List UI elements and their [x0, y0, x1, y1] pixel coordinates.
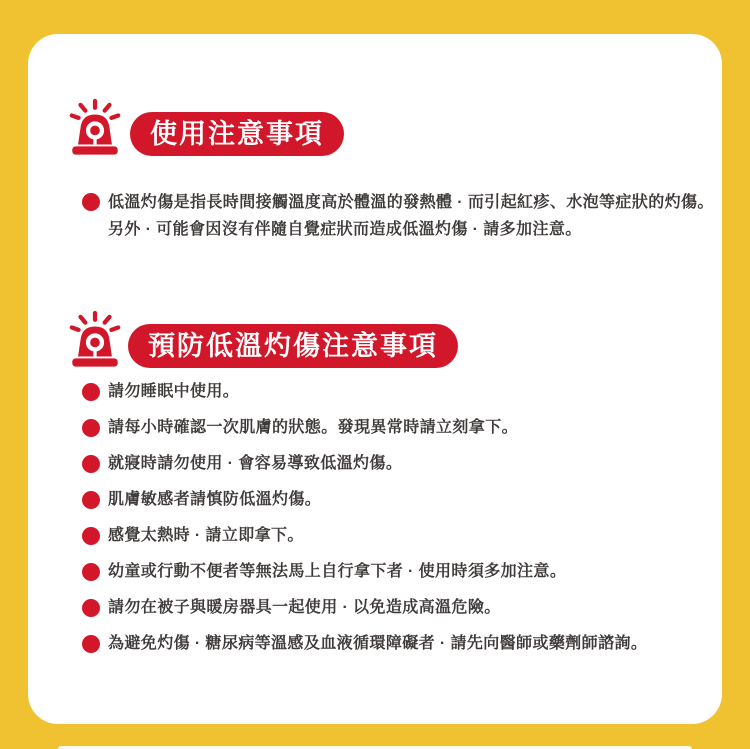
usage-note-line-2: 另外 · 可能會因沒有伴隨自覺症狀而造成低溫灼傷 · 請多加注意。	[108, 221, 582, 238]
list-item	[82, 490, 712, 510]
bullet-dot	[82, 599, 100, 617]
siren-icon	[66, 310, 124, 372]
section-title-prevention	[128, 324, 458, 368]
bullet-dot	[82, 419, 100, 437]
bullet-dot	[82, 383, 100, 401]
prevention-notice-list	[82, 382, 712, 670]
bullet-dot	[82, 193, 100, 211]
bullet-dot	[82, 635, 100, 653]
bullet-dot	[82, 491, 100, 509]
list-item	[82, 634, 712, 654]
list-item-text: 為避免灼傷 · 糖尿病等溫感及血液循環障礙者 · 請先向醫師或藥劑師諮詢。	[108, 635, 648, 652]
list-item-text: 肌膚敏感者請慎防低溫灼傷。	[108, 491, 322, 508]
list-item-text: 就寢時請勿使用 · 會容易導致低溫灼傷。	[108, 455, 403, 472]
list-item	[82, 418, 712, 438]
list-item	[82, 526, 712, 546]
usage-note-line-1: 低溫灼傷是指長時間接觸溫度高於體溫的發熱體 · 而引起紅疹、水泡等症狀的灼傷。	[108, 194, 714, 211]
list-item-text: 請每小時確認一次肌膚的狀態。發現異常時請立刻拿下。	[108, 419, 519, 436]
section-title-label: 使用注意事項	[150, 119, 324, 149]
list-item-text: 感覺太熱時 · 請立即拿下。	[108, 527, 304, 544]
siren-icon	[66, 98, 124, 160]
list-item-text: 請勿睡眠中使用。	[108, 383, 240, 400]
section-title-usage	[130, 112, 344, 156]
list-item-text: 請勿在被子與暖房器具一起使用 · 以免造成高溫危險。	[108, 599, 501, 616]
list-item	[82, 382, 712, 402]
list-item-text: 幼童或行動不便者等無法馬上自行拿下者 · 使用時須多加注意。	[108, 563, 567, 580]
list-item	[82, 598, 712, 618]
bullet-dot	[82, 563, 100, 581]
bullet-dot	[82, 527, 100, 545]
list-item	[82, 454, 712, 474]
section-title-label: 預防低溫灼傷注意事項	[148, 331, 438, 361]
usage-note-item	[82, 189, 712, 243]
usage-note-text	[108, 189, 714, 243]
list-item	[82, 562, 712, 582]
bullet-dot	[82, 455, 100, 473]
